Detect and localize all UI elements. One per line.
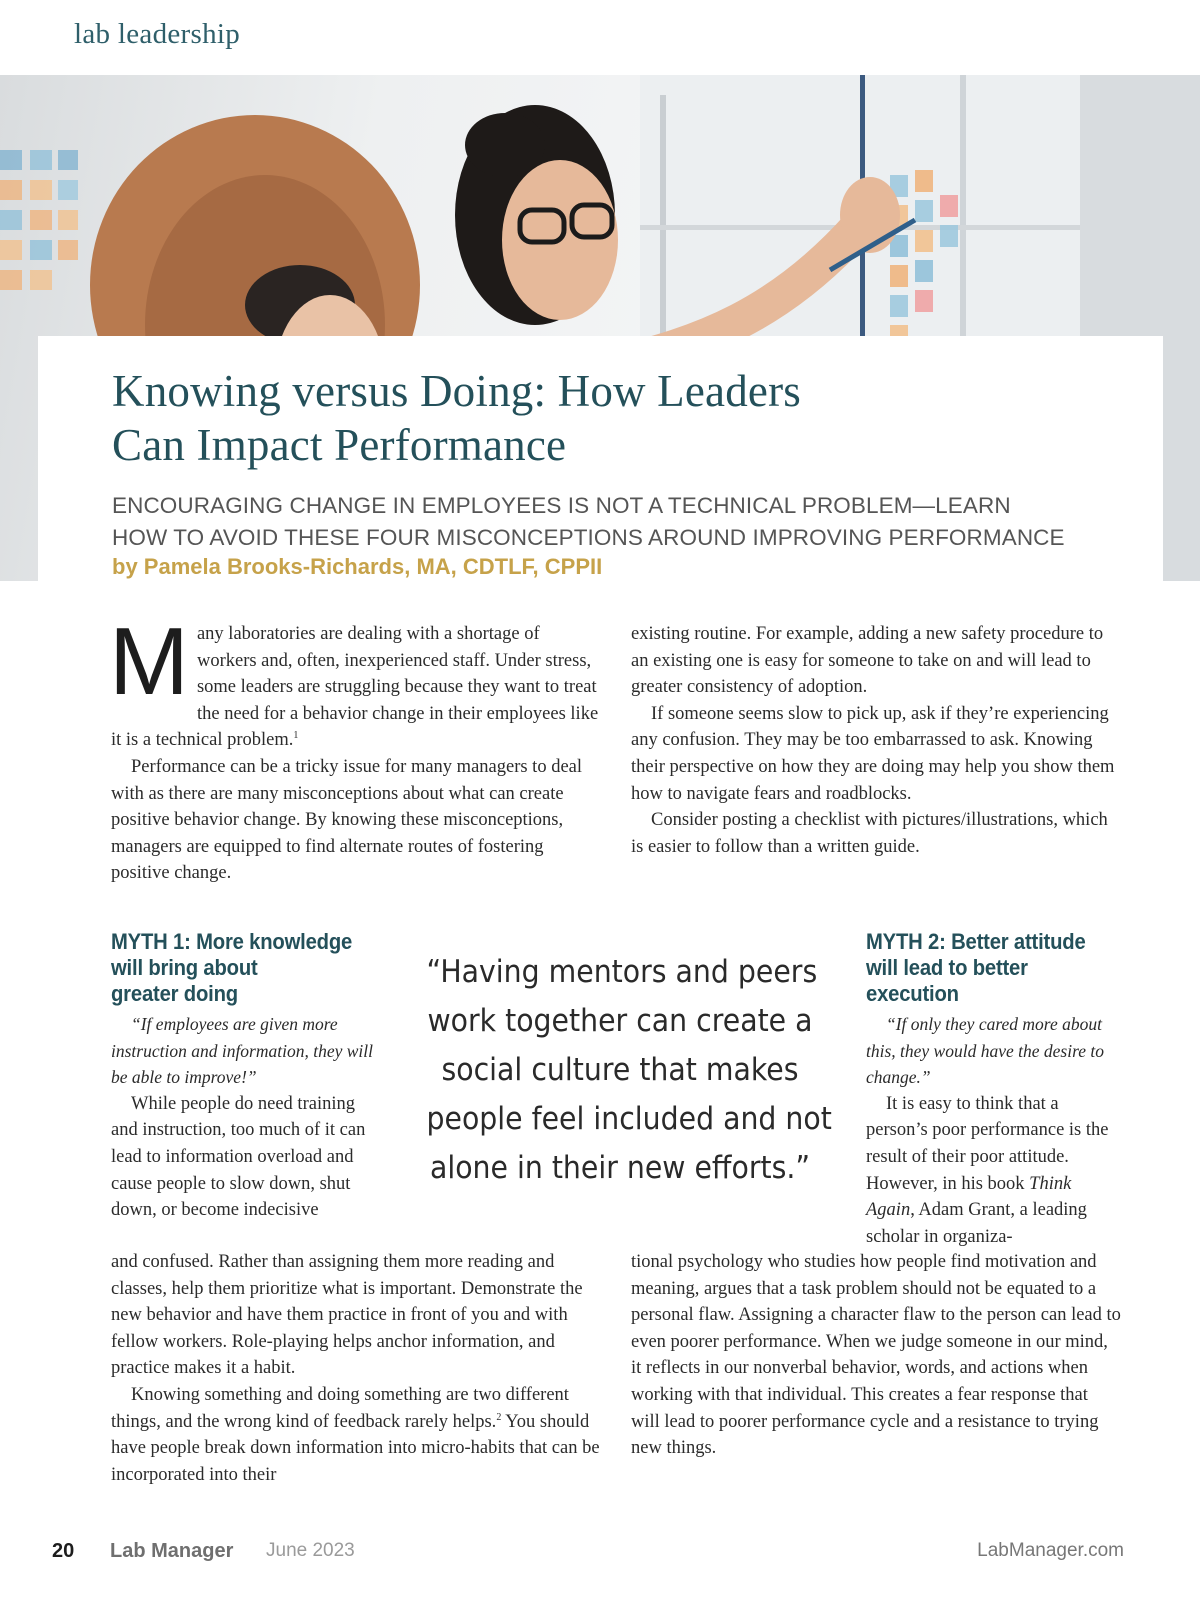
myth1-continuation — [111, 1249, 601, 1488]
pull-quote — [426, 948, 832, 1193]
myth2-quote: “If only they cared more about this, they would have the desire to change.” — [866, 1014, 1104, 1088]
body-paragraph: existing routine. For example, adding a new safety procedure to an existing one is easy for someone to take on and will lead to greater consistency of adoption. — [631, 624, 1104, 698]
body-text: , Adam Grant, a leading scholar in organiza- — [866, 1200, 1087, 1247]
section-label: lab leadership — [74, 18, 241, 50]
magazine-name: Lab Manager — [110, 1540, 234, 1562]
footnote-ref: 1 — [293, 730, 299, 742]
pull-quote-line: “Having mentors and peers — [426, 954, 818, 990]
body-paragraph: If someone seems slow to pick up, ask if they’re experiencing any confusion. They may be too embarrassed to ask. Knowing their perspective on how they are doing may help you show them how to navigate fears and roadblocks. — [631, 703, 1115, 804]
myth1-heading-line: greater doing — [111, 981, 238, 1006]
intro-paragraph — [109, 608, 601, 754]
article-title-line: Knowing versus Doing: How Leaders — [112, 366, 801, 416]
myth2-heading-line: execution — [866, 981, 959, 1006]
myth2-continuation — [631, 1249, 1121, 1462]
body-paragraph: While people do need training and instruction, too much of it can lead to information overload and cause people to slow down, shut down, or become indecisive — [111, 1093, 366, 1221]
website: LabManager.com — [977, 1540, 1124, 1561]
myth1-heading-line: MYTH 1: More knowledge — [111, 929, 353, 954]
myth2-heading-line: MYTH 2: Better attitude — [866, 929, 1086, 954]
body-paragraph: tional psychology who studies how people find motivation and meaning, argues that a task problem should not be equated to a personal flaw. Assigning a character flaw to the person can lead to even poorer performance. When we judge someone in our mind, it reflects in our nonverbal behavior, words, and actions when working with that individual. This creates a fear response that will lead to poorer performance cycle and a resistance to trying new things. — [631, 1252, 1121, 1459]
article-title-line: Can Impact Performance — [112, 420, 567, 470]
body-text: It is easy to think that a person’s poor performance is the result of their poor attitude. However, in his book — [866, 1093, 1109, 1194]
body-paragraph: and confused. Rather than assigning them more reading and classes, help them prioritize what is important. Demonstrate the new behavior and have them practice in front of you and with fellow workers. Role-playing helps anchor information, and practice makes it a habit. — [111, 1252, 583, 1379]
right-column-top — [631, 621, 1121, 860]
myth2-heading-line: will lead to better — [866, 955, 1028, 980]
myth1-heading-line: will bring about — [111, 955, 258, 980]
myth1-heading — [111, 929, 356, 1007]
title-box — [38, 336, 1163, 581]
pull-quote-line: people feel included and not — [426, 1101, 832, 1137]
article-deck-line: ENCOURAGING CHANGE IN EMPLOYEES IS NOT A TECHNICAL PROBLEM—LEARN — [112, 493, 1011, 518]
drop-cap: M — [109, 608, 189, 715]
body-paragraph: Performance can be a tricky issue for many managers to deal with as there are many misconceptions about what can create positive behavior change. By knowing these misconceptions, managers are equipped to find alternate routes of fostering positive change. — [111, 756, 583, 884]
myth2-heading — [866, 929, 1103, 1007]
pull-quote-line: work together can create a — [427, 1003, 813, 1039]
myth1-section — [111, 929, 377, 1224]
pull-quote-line: social culture that makes — [441, 1052, 799, 1088]
footnote-ref: 2 — [496, 1411, 502, 1423]
book-title: Think Again — [866, 1173, 1072, 1221]
article-title — [112, 364, 801, 472]
body-paragraph: Consider posting a checklist with pictures/illustrations, which is easier to follow than a written guide. — [631, 810, 1108, 857]
article-deck-line: HOW TO AVOID THESE FOUR MISCONCEPTIONS AROUND IMPROVING PERFORMANCE — [112, 525, 1065, 550]
body-text: You should have people break down information into micro-habits that can be incorporated into their — [111, 1411, 600, 1485]
myth1-quote: “If employees are given more instruction and information, they will be able to improve!” — [111, 1014, 374, 1088]
pull-quote-line: alone in their new efforts.” — [429, 1150, 811, 1186]
body-paragraph — [111, 1382, 601, 1488]
myth2-section — [866, 929, 1124, 1250]
issue-date: June 2023 — [266, 1540, 355, 1561]
intro-text: any laboratories are dealing with a shortage of workers and, often, inexperienced staff. Under stress, some leaders are struggling because they want to treat the need for a behavior change in their employees like it is a technical problem. — [111, 624, 599, 751]
article-deck — [112, 490, 1065, 554]
intro-column — [109, 608, 601, 887]
page-number: 20 — [52, 1540, 75, 1562]
byline: by Pamela Brooks-Richards, MA, CDTLF, CPPII — [112, 554, 603, 579]
body-text: Knowing something and doing something are two different things, and the wrong kind of feedback rarely helps. — [111, 1384, 569, 1432]
body-paragraph — [866, 1091, 1124, 1251]
